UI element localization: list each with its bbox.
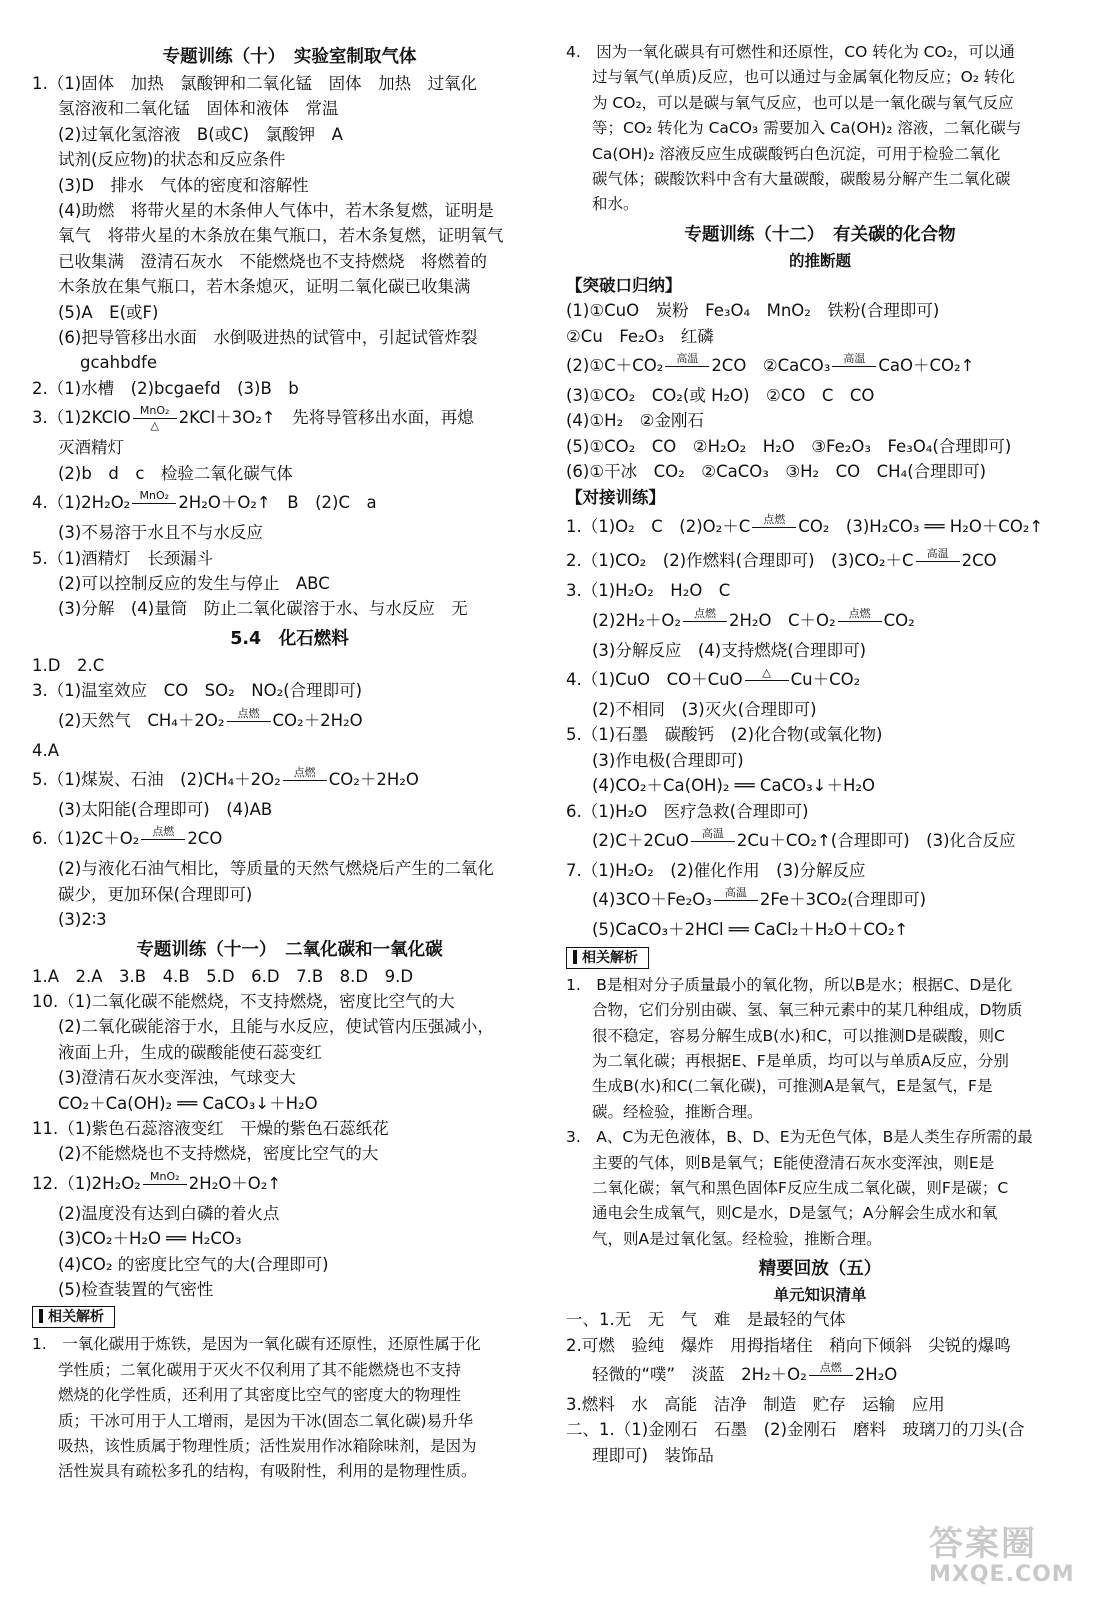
condition-top: 点燃 [848,606,871,620]
answer-line: 氧气 将带火星的木条放在集气瓶口，若木条复燃，证明氧气 [58,226,504,246]
answer-line: 7.（1)H₂O₂ (2)催化作用 (3)分解反应 [566,860,866,880]
equation-left: (2)天然气 CH₄＋2O₂ [58,710,225,730]
answer-line: 木条放在集气瓶口，若木条熄灭，证明二氧化碳已收集满 [58,277,471,297]
watermark-mark: 答案圈 [929,1524,1037,1564]
condition-top: 高温 [843,352,866,366]
section-title: 精要回放（五） [758,1259,882,1280]
answer-line: 碳少，更加环保(合理即可) [58,884,253,904]
equation-right: Cu＋CO₂ [790,669,861,689]
analysis-line: 为 CO₂，可以是碳与氧气反应，也可以是一氧化碳与氧气反应 [592,93,1014,112]
answer-line: 已收集满 澄清石灰水 不能燃烧也不支持燃烧 将燃着的 [58,251,487,271]
reaction-condition [916,548,960,575]
equation-left: 4.（1)CuO CO＋CuO [566,669,743,689]
condition-top: △ [762,665,771,679]
reaction-condition [809,1362,853,1389]
left-column [32,40,547,1485]
section-title: 专题训练（十二） 有关碳的化合物 [684,224,956,245]
condition-bar [809,1375,853,1376]
answer-line: 5.（1)酒精灯 长颈漏斗 [32,548,214,568]
equation-line [32,1167,547,1201]
reaction-condition [133,405,177,432]
condition-bottom [683,623,727,635]
condition-bottom [283,782,327,794]
answer-line: (1)①CuO 炭粉 Fe₃O₄ MnO₂ 铁粉(合理即可) [566,301,940,321]
equation-right: CaO＋CO₂↑ [878,356,975,376]
section-title: 专题训练（十一） 二氧化碳和一氧化碳 [136,939,443,960]
equation-right: 2Cu＋CO₂↑(合理即可) (3)化合反应 [736,830,1016,850]
analysis-line: 1. 一氧化碳用于炼铁，是因为一氧化碳有还原性，还原性属于化 [32,1335,481,1354]
condition-bottom [752,529,796,541]
answer-line: 5.（1)石墨 碳酸钙 (2)化合物(或氧化物) [566,725,883,745]
condition-bottom [809,1377,853,1389]
condition-bar [132,503,176,504]
condition-top: 高温 [926,547,949,561]
section-subtitle: 单元知识清单 [773,1286,867,1305]
equation-left: (2)2H₂＋O₂ [592,610,681,630]
equation-left: 2.（1)CO₂ (2)作燃料(合理即可) (3)CO₂＋C [566,551,914,571]
equation-left: 轻微的“噗” 淡蓝 2H₂＋O₂ [592,1365,807,1385]
equation-line [566,604,1074,638]
reaction-condition [691,828,735,855]
condition-bar [752,527,796,528]
section-body [32,964,547,1303]
answer-line: CO₂＋Ca(OH)₂ ══ CaCO₃↓＋H₂O [58,1093,318,1113]
condition-bottom [832,368,876,380]
answer-line: (3)作电极(合理即可) [592,750,744,770]
answer-line: (2)b d c 检验二氧化碳气体 [58,463,293,483]
equation-line [32,401,547,435]
equation-line [566,824,1074,858]
equation-line [32,763,547,797]
reaction-condition [283,767,327,794]
answer-line: 液面上升，生成的碳酸能使石蕊变红 [58,1042,322,1062]
subsection-label: 【对接训练】 [566,487,665,507]
answer-line: (2)不能燃烧也不支持燃烧，密度比空气的大 [58,1144,379,1164]
equation-line [32,486,547,520]
analysis-line: 气，则A是过氧化氢。经检验，推断合理。 [592,1229,882,1248]
condition-top: 高温 [724,886,747,900]
condition-bar [832,366,876,367]
answer-line: (4)助燃 将带火星的木条伸人气体中，若木条复燃，证明是 [58,201,494,221]
answer-line: (2)不相同 (3)灭火(合理即可) [592,699,817,719]
answer-line: (3)2∶3 [58,910,107,930]
equation-right: 2KCl＋3O₂↑ 先将导管移出水面，再熄 [178,408,474,428]
reaction-condition [143,1171,187,1198]
condition-top: 点燃 [152,825,175,839]
watermark-logo [929,1526,1079,1592]
answer-line: 1.A 2.A 3.B 4.B 5.D 6.D 7.B 8.D 9.D [32,966,414,986]
condition-bar [683,621,727,622]
equation-left: 5.（1)煤炭、石油 (2)CH₄＋2O₂ [32,769,281,789]
condition-bottom [132,505,176,517]
condition-top: 点燃 [237,706,260,720]
equation-right: 2CO [187,829,223,849]
condition-top: 点燃 [293,765,316,779]
condition-top: 点燃 [694,606,716,620]
analysis-line: 通电会生成氧气，则C是水，D是氢气；A分解会生成水和氧 [592,1204,998,1223]
equation-left: (2)①C＋CO₂ [566,356,664,376]
condition-bottom [714,902,758,914]
equation-left: 6.（1)2C＋O₂ [32,829,140,849]
equation-line [566,1358,1074,1392]
answer-line: (6)①干冰 CO₂ ②CaCO₃ ③H₂ CO CH₄(合理即可) [566,462,987,482]
condition-bar [745,680,789,681]
answer-line: (3)太阳能(合理即可) (4)AB [58,799,273,819]
answer-line: 11.（1)紫色石蕊溶液变红 干燥的紫色石蕊纸花 [32,1119,389,1138]
watermark-url: MXQE.COM [929,1562,1075,1587]
answer-line: 氢溶液和二氧化锰 固体和液体 常温 [58,99,339,119]
reaction-condition [683,608,727,635]
equation-right: 2CO [961,551,997,571]
answer-line: 2.（1)水槽 (2)bcgaefd (3)B b [32,378,299,398]
equation-right: 2Fe＋3CO₂(合理即可) [759,890,927,910]
equation-left: (2)C＋2CuO [592,830,689,850]
condition-top: 点燃 [819,1361,842,1375]
equation-right: CO₂ [883,610,915,630]
analysis-tag: 相关解析 [32,1306,115,1328]
answer-line: (5)①CO₂ CO ②H₂O₂ H₂O ③Fe₂O₃ Fe₃O₄(合理即可) [566,436,1012,456]
equation-line [32,822,547,856]
analysis-line: 碳。经检验，推断合理。 [592,1102,763,1121]
analysis-line: 和水。 [592,195,639,214]
answer-line: (2)二氧化碳能溶于水，且能与水反应，使试管内压强减小， [58,1017,494,1037]
condition-bar [141,839,185,840]
analysis-line: 燃烧的化学性质，还利用了其密度比空气的密度大的物理性 [58,1386,462,1405]
answer-line: (4)①H₂ ②金刚石 [566,411,704,431]
equation-left: 4.（1)2H₂O₂ [32,493,131,513]
condition-top: MnO₂ [150,1169,180,1183]
analysis-body [566,973,1074,1252]
analysis-line: 为二氧化碳；再根据E、F是单质，均可以与单质A反应，分别 [592,1051,1009,1070]
section-subtitle: 的推断题 [788,251,851,270]
answer-line: (2)过氧化氢溶液 B(或C) 氯酸钾 A [58,124,343,144]
answer-line: (5)A E(或F) [58,302,159,322]
answer-line: 二、1.（1)金刚石 石墨 (2)金刚石 磨料 玻璃刀的刀头(合 [566,1420,1025,1440]
answer-line: 3.（1)温室效应 CO SO₂ NO₂(合理即可) [32,681,363,701]
condition-bottom [143,1186,187,1198]
condition-bar [143,1184,187,1185]
equation-line [566,544,1074,578]
answer-line: (3)不易溶于水且不与水反应 [58,523,263,543]
equation-right: 2H₂O＋O₂↑ B (2)C a [178,493,377,513]
analysis-line: 很不稳定，容易分解生成B(水)和C，可以推测D是碳酸，则C [592,1026,1005,1045]
analysis-line: 3. A、C为无色液体，B、D、E为无色气体，B是人类生存所需的最 [566,1128,1033,1147]
answer-line: 灭酒精灯 [58,438,124,458]
answer-line: (2)与液化石油气相比，等质量的天然气燃烧后产生的二氧化 [58,859,494,879]
equation-right: CO₂＋2H₂O [272,710,363,730]
section-body [32,71,547,622]
reaction-condition [132,490,176,517]
answer-line: (3)澄清石灰水变浑浊，气球变大 [58,1068,296,1088]
answer-line: ②Cu Fe₂O₃ 红磷 [566,326,714,346]
condition-bar [665,366,709,367]
reaction-condition [714,887,758,914]
condition-bar [227,721,271,722]
analysis-line: 碳气体；碳酸饮料中含有大量碳酸，碳酸易分解产生二氧化碳 [592,170,1011,189]
analysis-line: 吸热，该性质属于物理性质；活性炭用作冰箱除味剂，是因为 [58,1437,477,1456]
reaction-condition [832,353,876,380]
condition-bottom [141,841,185,853]
equation-left: (4)3CO＋Fe₂O₃ [592,890,712,910]
analysis-line: 二氧化碳；氧气和黑色固体F反应生成二氧化碳，则F是碳；C [592,1179,1009,1197]
equation-mid: 2CO ②CaCO₃ [711,356,831,376]
condition-bottom [665,368,709,380]
equation-left: 3.（1)2KClO [32,408,131,428]
reaction-condition [227,708,271,735]
answer-line: 4.A [32,740,60,760]
condition-bottom [227,723,271,735]
condition-bar [838,621,882,622]
analysis-line: 等；CO₂ 转化为 CaCO₃ 需要加入 Ca(OH)₂ 溶液，二氧化碳与 [592,119,1022,138]
section-title: 专题训练（十） 实验室制取气体 [162,47,417,67]
answer-line: 10.（1)二氧化碳不能燃烧，不支持燃烧，密度比空气的大 [32,991,455,1011]
analysis-line: Ca(OH)₂ 溶液反应生成碳酸钙白色沉淀，可用于检验二氧化 [592,144,1001,163]
condition-bottom [916,563,960,575]
answer-line: (5)检查装置的气密性 [58,1280,214,1300]
answer-line: (4)CO₂＋Ca(OH)₂ ══ CaCO₃↓＋H₂O [592,776,875,796]
analysis-tag: 相关解析 [566,947,649,969]
answer-line: gcahbdfe [80,353,158,373]
analysis-line: 1. B是相对分子质量最小的氧化物，所以B是水；根据C、D是化 [566,975,1013,994]
equation-right: CO₂＋2H₂O [328,769,419,789]
answer-line: (3)CO₂＋H₂O ══ H₂CO₃ [58,1229,242,1249]
condition-top: MnO₂ [139,404,170,418]
analysis-line: 生成B(水)和C(二氧化碳)，可推测A是氧气，E是氢气，F是 [592,1077,993,1096]
answer-line: 1.（1)固体 加热 氯酸钾和二氧化锰 固体 加热 过氧化 [32,74,478,93]
reaction-condition [838,608,882,635]
answer-line: (4)CO₂ 的密度比空气的大(合理即可) [58,1254,329,1274]
answer-line: 试剂(反应物)的状态和反应条件 [58,150,286,170]
answer-line: (3)分解反应 (4)支持燃烧(合理即可) [592,640,867,660]
answer-line: (3)①CO₂ CO₂(或 H₂O) ②CO C CO [566,386,875,406]
condition-top: 高温 [701,826,724,840]
equation-line [566,510,1074,544]
equation-right: CO₂ (3)H₂CO₃ ══ H₂O＋CO₂↑ [798,517,1044,537]
answer-line: 理即可) 装饰品 [592,1445,714,1465]
reaction-condition [745,667,789,694]
answer-line: 3.（1)H₂O₂ H₂O C [566,581,731,601]
answer-line: 6.（1)H₂O 医疗急救(合理即可) [566,801,809,821]
equation-line [32,704,547,738]
analysis-line: 4. 因为一氧化碳具有可燃性和还原性，CO 转化为 CO₂，可以通 [566,43,1015,61]
answer-line: (3)分解 (4)量筒 防止二氧化碳溶于水、与水反应 无 [58,599,468,619]
equation-mid: 2H₂O C＋O₂ [729,610,836,630]
condition-bottom [838,623,882,635]
analysis-line: 活性炭具有疏松多孔的结构，有吸附性，利用的是物理性质。 [58,1462,477,1481]
condition-bar [714,900,758,901]
answer-line: (2)温度没有达到白磷的着火点 [58,1203,280,1223]
condition-top: MnO₂ [139,489,170,503]
section-title: 5.4 化石燃料 [230,628,349,649]
analysis-line: 质；干冰可用于人工增雨，是因为干冰(固态二氧化碳)易升华 [58,1411,474,1430]
answer-line: 1.D 2.C [32,655,105,675]
analysis-line: 过与氧气(单质)反应，也可以通过与金属氧化物反应；O₂ 转化 [592,68,1015,87]
equation-left: 1.（1)O₂ C (2)O₂＋C [566,517,751,537]
condition-bar [916,561,960,562]
answer-line: (2)可以控制反应的发生与停止 ABC [58,573,330,593]
equation-line [566,349,1074,383]
answer-line: (3)D 排水 气体的密度和溶解性 [58,175,309,195]
condition-bar [283,780,327,781]
condition-top: 高温 [676,352,699,366]
answer-line: (5)CaCO₃＋2HCl ══ CaCl₂＋H₂O＋CO₂↑ [592,920,909,940]
equation-right: 2H₂O＋O₂↑ [188,1173,282,1193]
equation-line [566,663,1074,697]
answer-line: 一、1.无 无 气 难 是最轻的气体 [566,1310,846,1330]
reaction-condition [665,353,709,380]
reaction-condition [141,826,185,853]
analysis-line: 合物，它们分别由碳、氢、氧三种元素中的某几种组成，D物质 [592,1001,1023,1020]
condition-bottom [691,843,735,855]
analysis-body [32,1332,547,1484]
equation-left: 12.（1)2H₂O₂ [32,1173,141,1193]
section-body [32,653,547,933]
condition-bar [691,841,735,842]
answer-line: 2.可燃 验纯 爆炸 用拇指堵住 稍向下倾斜 尖锐的爆鸣 [566,1335,1011,1355]
analysis-line: 主要的气体，则B是氧气；E能使澄清石灰水变浑浊，则E是 [592,1153,995,1172]
equation-right: 2H₂O [854,1365,898,1385]
reaction-condition [752,514,796,541]
answer-line: 3.燃料 水 高能 洁净 制造 贮存 运输 应用 [566,1395,945,1415]
right-column [566,40,1074,1468]
subsection-label: 【突破口归纳】 [566,275,682,295]
condition-bottom [745,682,789,694]
condition-top: 点燃 [763,513,786,527]
condition-bottom: △ [150,419,159,433]
equation-line [566,883,1074,917]
analysis-line: 学性质；二氧化碳用于灭火不仅利用了其不能燃烧也不支持 [58,1360,462,1379]
answer-line: (6)把导管移出水面 水倒吸进热的试管中，引起试管炸裂 [58,328,478,348]
analysis-continued [566,40,1074,218]
